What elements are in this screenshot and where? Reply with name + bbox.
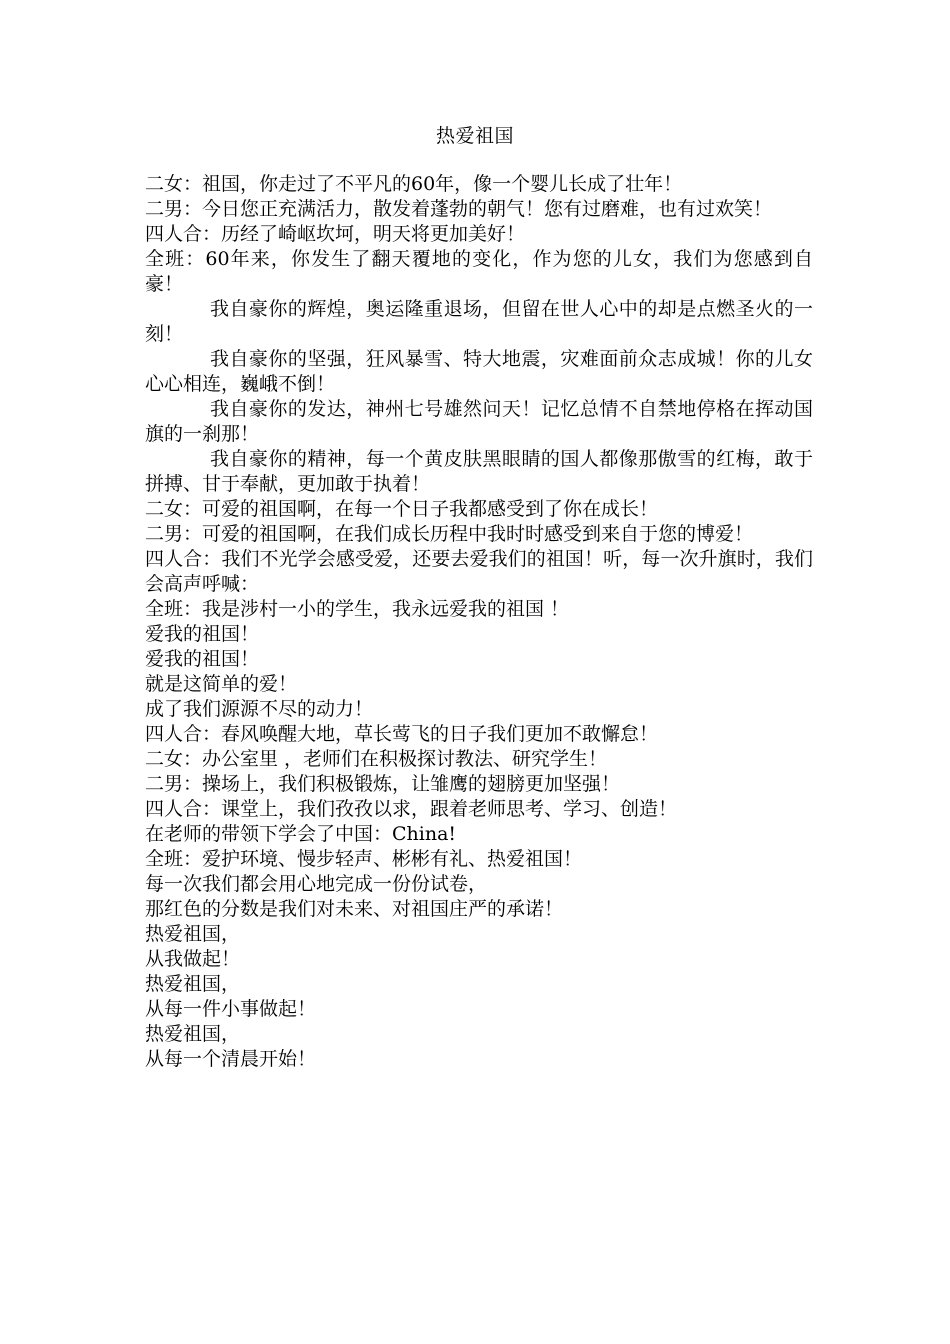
paragraph: 我自豪你的发达，神州七号雄然问天！记忆总情不自禁地停格在挥动国旗的一刹那！	[145, 398, 813, 445]
paragraph: 四人合：春风唤醒大地，草长莺飞的日子我们更加不敢懈怠！	[145, 723, 659, 745]
paragraph: 在老师的带领下学会了中国：China!	[145, 823, 457, 845]
paragraph: 二男：可爱的祖国啊，在我们成长历程中我时时感受到来自于您的博爱！	[145, 523, 754, 545]
paragraph: 热爱祖国，	[145, 1023, 241, 1045]
paragraph: 我自豪你的辉煌，奥运隆重退场，但留在世人心中的却是点燃圣火的一刻！	[145, 298, 813, 345]
paragraph: 那红色的分数是我们对未来、对祖国庄严的承诺！	[145, 898, 564, 920]
paragraph: 爱我的祖国！	[145, 623, 260, 645]
paragraph: 从我做起！	[145, 948, 241, 970]
paragraph: 全班：我是涉村一小的学生，我永远爱我的祖国 ！	[145, 598, 570, 620]
paragraph: 二女：办公室里 ，老师们在积极探讨教法、研究学生！	[145, 748, 608, 770]
paragraph: 二男：操场上，我们积极锻炼，让雏鹰的翅膀更加坚强！	[145, 773, 621, 795]
paragraph: 四人合：历经了崎岖坎坷，明天将更加美好！	[145, 223, 526, 245]
document-title: 热爱祖国	[435, 125, 514, 147]
paragraph: 二女：可爱的祖国啊，在每一个日子我都感受到了你在成长！	[145, 498, 659, 520]
paragraph: 我自豪你的坚强，狂风暴雪、特大地震，灾难面前众志成城！你的儿女心心相连，巍峨不倒！	[145, 348, 813, 395]
paragraph: 全班：爱护环境、慢步轻声、彬彬有礼、热爱祖国！	[145, 848, 583, 870]
paragraph: 从每一个清晨开始！	[145, 1048, 317, 1070]
paragraph: 成了我们源源不尽的动力！	[145, 698, 374, 720]
paragraph: 就是这简单的爱！	[145, 673, 298, 695]
paragraph: 我自豪你的精神，每一个黄皮肤黑眼睛的国人都像那傲雪的红梅，敢于拼搏、甘于奉献，更加敢于执着！	[145, 448, 813, 495]
paragraph: 从每一件小事做起！	[145, 998, 317, 1020]
paragraph: 热爱祖国，	[145, 923, 241, 945]
document-body	[145, 172, 813, 1072]
paragraph: 爱我的祖国！	[145, 648, 260, 670]
paragraph: 四人合：我们不光学会感受爱，还要去爱我们的祖国！听，每一次升旗时，我们会高声呼喊：	[145, 548, 813, 595]
paragraph: 二女：祖国，你走过了不平凡的60年，像一个婴儿长成了壮年！	[145, 173, 683, 195]
paragraph: 二男：今日您正充满活力，散发着蓬勃的朝气！您有过磨难，也有过欢笑！	[145, 198, 773, 220]
paragraph: 四人合：课堂上，我们孜孜以求，跟着老师思考、学习、创造！	[145, 798, 678, 820]
paragraph: 全班：60年来，你发生了翻天覆地的变化，作为您的儿女，我们为您感到自豪！	[145, 248, 813, 295]
paragraph: 热爱祖国，	[145, 973, 241, 995]
paragraph: 每一次我们都会用心地完成一份份试卷，	[145, 873, 488, 895]
